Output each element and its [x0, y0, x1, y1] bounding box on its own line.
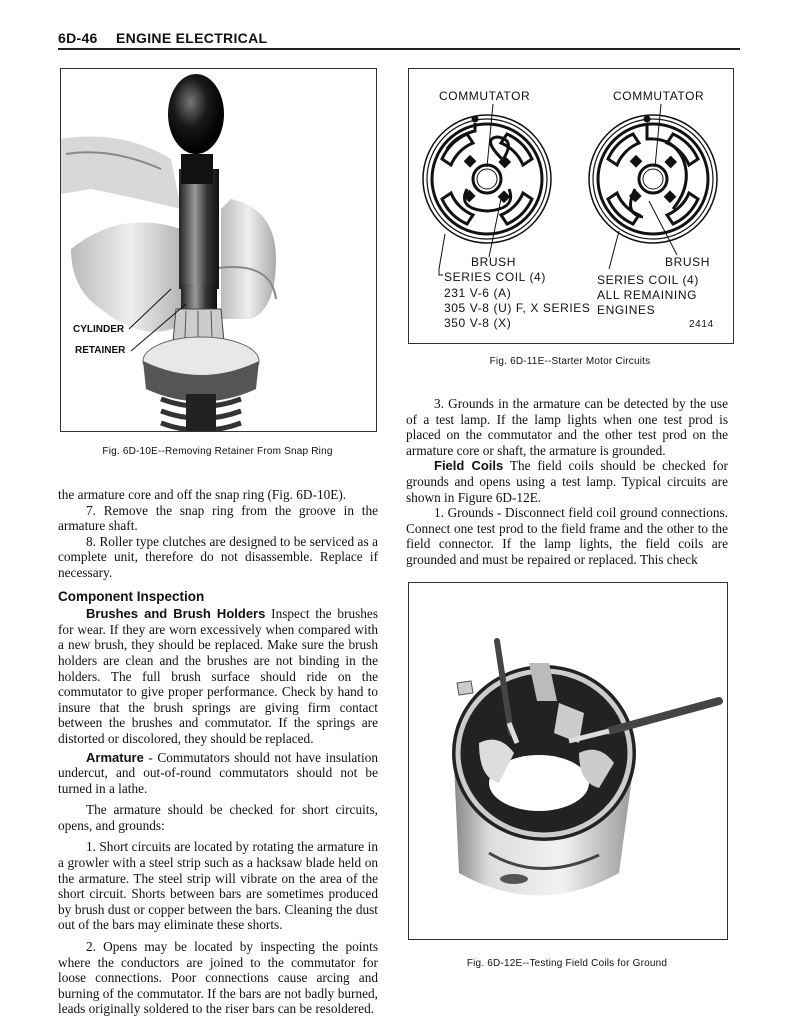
label-app-right-1: ALL REMAINING — [597, 288, 698, 302]
paragraph-armature — [58, 750, 378, 797]
label-cylinder: CYLINDER — [73, 324, 125, 335]
label-app-left-2: 305 V-8 (U) F, X SERIES — [444, 301, 591, 315]
label-commutator-left: COMMUTATOR — [439, 89, 531, 103]
photo-testing-field-coils — [409, 583, 727, 939]
figure-caption-6d-11e: Fig. 6D-11E--Starter Motor Circuits — [489, 356, 651, 367]
paragraph: the armature core and off the snap ring (Fig. 6D-10E). — [58, 487, 347, 502]
paragraph-short-circuits: 1. Short circuits are located by rotating the armature in a growler with a steel strip such as a hacksaw blade held on the armature. The steel strip will vibrate on the area of the short circuit. Shorts between bars are sometimes produced by brush dust or copper between the bars. Cleaning the dust out of the bars may eliminate these shorts. — [58, 839, 378, 933]
right-column-text — [406, 396, 728, 568]
figure-6d-11e — [408, 68, 734, 344]
paragraph-field-grounds: 1. Grounds - Disconnect field coil ground connections. Connect one test prod to the field frame and the other to the field connector. If the lamp lights, the field coils are grounded and must be repaired or replaced. This check — [406, 505, 728, 567]
paragraph-step-7: 7. Remove the snap ring from the groove in the armature shaft. — [58, 502, 378, 534]
paragraph-brushes-text: Inspect the brushes for wear. If they are worn excessively when compared with a new brush, they should be replaced. Make sure the brush holders are clean and the brushes are not binding in the holders. The full brush surface should ride on the commutator to give proper performance. Check by hand to insure that the brush springs are giving firm contact between the brushes and commutator. If the springs are distorted or discolored, they should be replaced. — [58, 606, 378, 746]
label-series-coil-right: SERIES COIL (4) — [597, 273, 699, 287]
figure-ref-number: 2414 — [689, 319, 714, 330]
heading-component-inspection: Component Inspection — [58, 588, 205, 604]
section-title: ENGINE ELECTRICAL — [116, 30, 268, 46]
label-brush-left: BRUSH — [471, 255, 517, 269]
label-series-coil-left: SERIES COIL (4) — [444, 270, 546, 284]
figure-6d-12e — [408, 582, 728, 940]
subheading-brushes: Brushes and Brush Holders — [86, 606, 266, 622]
figure-caption-6d-10e: Fig. 6D-10E--Removing Retainer From Snap Ring — [102, 446, 333, 457]
label-app-left-3: 350 V-8 (X) — [444, 316, 512, 330]
page-number: 6D-46 — [58, 30, 98, 46]
label-brush-right: BRUSH — [665, 255, 711, 269]
paragraph-step-8: 8. Roller type clutches are designed to be serviced as a complete unit, therefore do not disassemble. Replace if necessary. — [58, 533, 378, 580]
page-header — [58, 28, 740, 50]
paragraph-armature-check: The armature should be checked for short circuits, opens, and grounds: — [58, 802, 378, 833]
figure-caption-6d-12e: Fig. 6D-12E--Testing Field Coils for Ground — [466, 958, 668, 969]
label-commutator-right: COMMUTATOR — [613, 89, 705, 103]
figure-6d-10e — [60, 68, 377, 432]
paragraph-armature-text: - Commutators should not have insulation undercut, and out-of-round commutators should not be turned in a lathe. — [58, 749, 378, 796]
label-app-left-1: 231 V-6 (A) — [444, 286, 512, 300]
paragraph-brushes — [58, 606, 378, 746]
left-column-text — [58, 487, 378, 1017]
subheading-field-coils: Field Coils — [434, 458, 504, 474]
paragraph-grounds-armature: 3. Grounds in the armature can be detected by the use of a test lamp. If the lamp lights when one test prod is placed on the commutator and the other test prod on the armature core or shaft, the armature is grounded. — [406, 396, 728, 458]
label-retainer: RETAINER — [75, 345, 126, 356]
leader-lines — [61, 69, 376, 431]
label-app-right-2: ENGINES — [597, 303, 656, 317]
paragraph-field-coils-text: The field coils should be checked for grounds and opens using a test lamp. Typical circuits are shown in Figure 6D-12E. — [406, 458, 728, 505]
paragraph-opens: 2. Opens may be located by inspecting the points where the conductors are joined to the commutator for loose connections. Poor connections cause arcing and burning of the commutator. If the bars are not badly burned, leads originally soldered to the riser bars can be resoldered. — [58, 939, 378, 1017]
subheading-armature: Armature — [86, 749, 144, 765]
paragraph-field-coils — [406, 458, 728, 505]
